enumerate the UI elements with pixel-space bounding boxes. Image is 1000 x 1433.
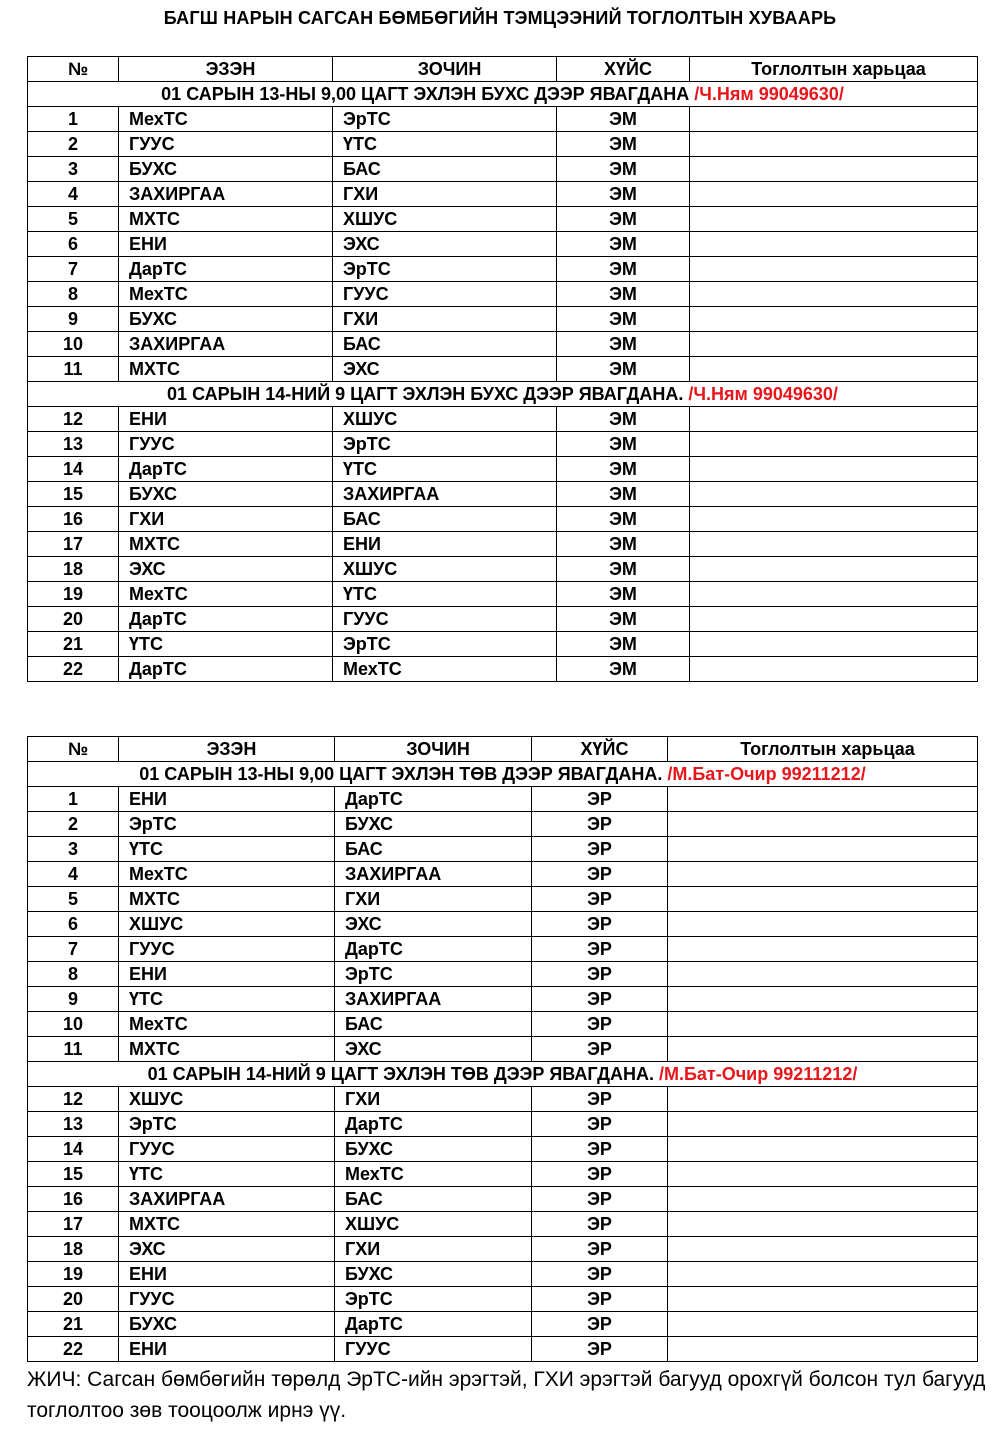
result-cell bbox=[668, 987, 978, 1012]
guest-team-cell: ЭрТС bbox=[333, 432, 557, 457]
game-number-cell: 19 bbox=[28, 582, 119, 607]
page-title: БАГШ НАРЫН САГСАН БӨМБӨГИЙН ТЭМЦЭЭНИЙ ТОГЛОЛТЫН ХУВААРЬ bbox=[163, 8, 837, 28]
gender-cell: ЭМ bbox=[557, 407, 690, 432]
result-cell bbox=[668, 887, 978, 912]
gender-cell: ЭР bbox=[532, 812, 668, 837]
session-info bbox=[28, 1062, 978, 1087]
gender-cell: ЭМ bbox=[557, 232, 690, 257]
result-cell bbox=[690, 507, 978, 532]
gender-cell: ЭР bbox=[532, 1162, 668, 1187]
result-cell bbox=[690, 282, 978, 307]
game-number-cell: 16 bbox=[28, 1187, 119, 1212]
gender-cell: ЭМ bbox=[557, 357, 690, 382]
gender-cell: ЭМ bbox=[557, 257, 690, 282]
guest-team-cell: ГХИ bbox=[333, 307, 557, 332]
result-cell bbox=[668, 1187, 978, 1212]
schedule-table-men bbox=[27, 736, 978, 1362]
guest-team-cell: ХШУС bbox=[333, 407, 557, 432]
home-team-cell: ЕНИ bbox=[119, 1262, 335, 1287]
home-team-cell: ЗАХИРГАА bbox=[119, 332, 333, 357]
gender-cell: ЭР bbox=[532, 1137, 668, 1162]
result-cell bbox=[690, 582, 978, 607]
home-team-cell: ЭХС bbox=[119, 1237, 335, 1262]
col-header-result: Тоглолтын харьцаа bbox=[690, 57, 978, 82]
session-text: 01 САРЫН 13-НЫ 9,00 ЦАГТ ЭХЛЭН ТӨВ ДЭЭР ЯВАГДАНА. bbox=[139, 764, 668, 784]
result-cell bbox=[668, 812, 978, 837]
home-team-cell: МХТС bbox=[119, 1037, 335, 1062]
home-team-cell: ЗАХИРГАА bbox=[119, 1187, 335, 1212]
table-row bbox=[28, 632, 978, 657]
result-cell bbox=[690, 482, 978, 507]
game-number-cell: 5 bbox=[28, 887, 119, 912]
table-row bbox=[28, 837, 978, 862]
guest-team-cell: ҮТС bbox=[333, 582, 557, 607]
gender-cell: ЭР bbox=[532, 837, 668, 862]
gender-cell: ЭР bbox=[532, 1262, 668, 1287]
col-header-gender: ХҮЙС bbox=[532, 737, 668, 762]
result-cell bbox=[668, 962, 978, 987]
result-cell bbox=[668, 862, 978, 887]
session-text: 01 САРЫН 14-НИЙ 9 ЦАГТ ЭХЛЭН БУХС ДЭЭР ЯВАГДАНА. bbox=[167, 384, 689, 404]
home-team-cell: ЭрТС bbox=[119, 1112, 335, 1137]
result-cell bbox=[690, 332, 978, 357]
home-team-cell: МХТС bbox=[119, 887, 335, 912]
home-team-cell: ХШУС bbox=[119, 912, 335, 937]
game-number-cell: 6 bbox=[28, 912, 119, 937]
gender-cell: ЭР bbox=[532, 787, 668, 812]
result-cell bbox=[690, 307, 978, 332]
guest-team-cell: БУХС bbox=[335, 1262, 532, 1287]
guest-team-cell: ЗАХИРГАА bbox=[335, 987, 532, 1012]
game-number-cell: 21 bbox=[28, 1312, 119, 1337]
table-row bbox=[28, 1337, 978, 1362]
guest-team-cell: ХШУС bbox=[333, 557, 557, 582]
home-team-cell: БУХС bbox=[119, 307, 333, 332]
game-number-cell: 4 bbox=[28, 182, 119, 207]
home-team-cell: ЗАХИРГАА bbox=[119, 182, 333, 207]
game-number-cell: 17 bbox=[28, 1212, 119, 1237]
guest-team-cell: ЗАХИРГАА bbox=[335, 862, 532, 887]
guest-team-cell: ХШУС bbox=[335, 1212, 532, 1237]
result-cell bbox=[690, 182, 978, 207]
gender-cell: ЭР bbox=[532, 887, 668, 912]
guest-team-cell: ЭХС bbox=[333, 357, 557, 382]
guest-team-cell: ҮТС bbox=[333, 457, 557, 482]
home-team-cell: ҮТС bbox=[119, 1162, 335, 1187]
col-header-home: ЭЗЭН bbox=[119, 737, 335, 762]
gender-cell: ЭР bbox=[532, 1287, 668, 1312]
home-team-cell: МехТС bbox=[119, 582, 333, 607]
table-row bbox=[28, 657, 978, 682]
game-number-cell: 10 bbox=[28, 1012, 119, 1037]
gender-cell: ЭМ bbox=[557, 207, 690, 232]
gender-cell: ЭР bbox=[532, 1212, 668, 1237]
session-contact: /М.Бат-Очир 99211212/ bbox=[658, 1064, 858, 1084]
result-cell bbox=[690, 257, 978, 282]
result-cell bbox=[668, 1287, 978, 1312]
result-cell bbox=[668, 1337, 978, 1362]
guest-team-cell: МехТС bbox=[333, 657, 557, 682]
table-row bbox=[28, 307, 978, 332]
game-number-cell: 11 bbox=[28, 1037, 119, 1062]
result-cell bbox=[668, 1012, 978, 1037]
home-team-cell: ДарТС bbox=[119, 257, 333, 282]
guest-team-cell: ЭХС bbox=[335, 912, 532, 937]
table-row bbox=[28, 812, 978, 837]
home-team-cell: ЭХС bbox=[119, 557, 333, 582]
table-row bbox=[28, 157, 978, 182]
table-row bbox=[28, 607, 978, 632]
home-team-cell: МехТС bbox=[119, 282, 333, 307]
result-cell bbox=[690, 357, 978, 382]
result-cell bbox=[668, 1037, 978, 1062]
table-row bbox=[28, 987, 978, 1012]
home-team-cell: БУХС bbox=[119, 482, 333, 507]
game-number-cell: 3 bbox=[28, 837, 119, 862]
game-number-cell: 3 bbox=[28, 157, 119, 182]
game-number-cell: 12 bbox=[28, 407, 119, 432]
guest-team-cell: ЭХС bbox=[335, 1037, 532, 1062]
game-number-cell: 5 bbox=[28, 207, 119, 232]
table-row bbox=[28, 1187, 978, 1212]
home-team-cell: ҮТС bbox=[119, 632, 333, 657]
home-team-cell: ҮТС bbox=[119, 837, 335, 862]
session-text: 01 САРЫН 14-НИЙ 9 ЦАГТ ЭХЛЭН ТӨВ ДЭЭР ЯВАГДАНА. bbox=[147, 1064, 659, 1084]
result-cell bbox=[668, 937, 978, 962]
col-header-guest: ЗОЧИН bbox=[333, 57, 557, 82]
game-number-cell: 6 bbox=[28, 232, 119, 257]
table-row bbox=[28, 207, 978, 232]
table-row bbox=[28, 1162, 978, 1187]
gender-cell: ЭР bbox=[532, 1237, 668, 1262]
gender-cell: ЭМ bbox=[557, 182, 690, 207]
guest-team-cell: ДарТС bbox=[335, 1312, 532, 1337]
table-row bbox=[28, 482, 978, 507]
guest-team-cell: ГХИ bbox=[335, 1237, 532, 1262]
guest-team-cell: БАС bbox=[333, 332, 557, 357]
session-contact: /Ч.Ням 99049630/ bbox=[694, 84, 844, 104]
guest-team-cell: БАС bbox=[335, 837, 532, 862]
gender-cell: ЭР bbox=[532, 987, 668, 1012]
game-number-cell: 18 bbox=[28, 557, 119, 582]
session-contact: /Ч.Ням 99049630/ bbox=[688, 384, 838, 404]
session-info bbox=[28, 382, 978, 407]
guest-team-cell: ГХИ bbox=[335, 887, 532, 912]
gender-cell: ЭМ bbox=[557, 157, 690, 182]
result-cell bbox=[690, 657, 978, 682]
home-team-cell: ЕНИ bbox=[119, 962, 335, 987]
session-header-row bbox=[28, 1062, 978, 1087]
result-cell bbox=[690, 557, 978, 582]
table-row bbox=[28, 1012, 978, 1037]
home-team-cell: ГУУС bbox=[119, 1287, 335, 1312]
game-number-cell: 11 bbox=[28, 357, 119, 382]
game-number-cell: 10 bbox=[28, 332, 119, 357]
table-row bbox=[28, 132, 978, 157]
game-number-cell: 21 bbox=[28, 632, 119, 657]
col-header-num: № bbox=[28, 57, 119, 82]
guest-team-cell: ГУУС bbox=[335, 1337, 532, 1362]
guest-team-cell: ДарТС bbox=[335, 937, 532, 962]
home-team-cell: МехТС bbox=[119, 862, 335, 887]
game-number-cell: 22 bbox=[28, 1337, 119, 1362]
result-cell bbox=[690, 157, 978, 182]
home-team-cell: ЕНИ bbox=[119, 1337, 335, 1362]
gender-cell: ЭР bbox=[532, 1112, 668, 1137]
session-contact: /М.Бат-Очир 99211212/ bbox=[667, 764, 866, 784]
game-number-cell: 16 bbox=[28, 507, 119, 532]
guest-team-cell: ГУУС bbox=[333, 282, 557, 307]
col-header-home: ЭЗЭН bbox=[119, 57, 333, 82]
guest-team-cell: ХШУС bbox=[333, 207, 557, 232]
home-team-cell: БУХС bbox=[119, 1312, 335, 1337]
result-cell bbox=[668, 837, 978, 862]
gender-cell: ЭМ bbox=[557, 632, 690, 657]
result-cell bbox=[668, 912, 978, 937]
gender-cell: ЭМ bbox=[557, 332, 690, 357]
gender-cell: ЭМ bbox=[557, 607, 690, 632]
table-row bbox=[28, 1262, 978, 1287]
game-number-cell: 2 bbox=[28, 132, 119, 157]
gender-cell: ЭР bbox=[532, 862, 668, 887]
home-team-cell: МХТС bbox=[119, 357, 333, 382]
result-cell bbox=[668, 1087, 978, 1112]
gender-cell: ЭМ bbox=[557, 582, 690, 607]
gender-cell: ЭМ bbox=[557, 657, 690, 682]
game-number-cell: 14 bbox=[28, 457, 119, 482]
game-number-cell: 13 bbox=[28, 432, 119, 457]
guest-team-cell: ГУУС bbox=[333, 607, 557, 632]
home-team-cell: ГХИ bbox=[119, 507, 333, 532]
guest-team-cell: ЗАХИРГАА bbox=[333, 482, 557, 507]
gender-cell: ЭМ bbox=[557, 482, 690, 507]
home-team-cell: ЕНИ bbox=[119, 232, 333, 257]
gender-cell: ЭМ bbox=[557, 457, 690, 482]
table-row bbox=[28, 1112, 978, 1137]
table-header-row bbox=[28, 57, 978, 82]
guest-team-cell: БУХС bbox=[335, 812, 532, 837]
result-cell bbox=[668, 1312, 978, 1337]
schedule-table-women bbox=[27, 56, 978, 682]
home-team-cell: ГУУС bbox=[119, 132, 333, 157]
table-row bbox=[28, 432, 978, 457]
gender-cell: ЭМ bbox=[557, 432, 690, 457]
result-cell bbox=[668, 1162, 978, 1187]
gender-cell: ЭМ bbox=[557, 282, 690, 307]
home-team-cell: ДарТС bbox=[119, 457, 333, 482]
table-row bbox=[28, 407, 978, 432]
table-row bbox=[28, 257, 978, 282]
gender-cell: ЭР bbox=[532, 1012, 668, 1037]
guest-team-cell: БУХС bbox=[335, 1137, 532, 1162]
table-row bbox=[28, 282, 978, 307]
home-team-cell: МХТС bbox=[119, 1212, 335, 1237]
table-row bbox=[28, 557, 978, 582]
result-cell bbox=[690, 232, 978, 257]
table-row bbox=[28, 1312, 978, 1337]
session-header-row bbox=[28, 762, 978, 787]
result-cell bbox=[668, 1137, 978, 1162]
game-number-cell: 12 bbox=[28, 1087, 119, 1112]
guest-team-cell: БАС bbox=[333, 157, 557, 182]
col-header-gender: ХҮЙС bbox=[557, 57, 690, 82]
table-row bbox=[28, 532, 978, 557]
game-number-cell: 8 bbox=[28, 962, 119, 987]
table-row bbox=[28, 912, 978, 937]
home-team-cell: БУХС bbox=[119, 157, 333, 182]
table-row bbox=[28, 582, 978, 607]
table-row bbox=[28, 182, 978, 207]
result-cell bbox=[690, 457, 978, 482]
table-header-row bbox=[28, 737, 978, 762]
game-number-cell: 7 bbox=[28, 257, 119, 282]
result-cell bbox=[690, 632, 978, 657]
table-row bbox=[28, 1037, 978, 1062]
result-cell bbox=[668, 787, 978, 812]
game-number-cell: 13 bbox=[28, 1112, 119, 1137]
home-team-cell: ХШУС bbox=[119, 1087, 335, 1112]
home-team-cell: ГУУС bbox=[119, 1137, 335, 1162]
table-row bbox=[28, 862, 978, 887]
table-row bbox=[28, 962, 978, 987]
session-info bbox=[28, 82, 978, 107]
gender-cell: ЭР bbox=[532, 912, 668, 937]
result-cell bbox=[690, 407, 978, 432]
guest-team-cell: ЭрТС bbox=[333, 107, 557, 132]
result-cell bbox=[690, 207, 978, 232]
game-number-cell: 9 bbox=[28, 987, 119, 1012]
result-cell bbox=[690, 107, 978, 132]
result-cell bbox=[690, 532, 978, 557]
result-cell bbox=[668, 1212, 978, 1237]
guest-team-cell: ДарТС bbox=[335, 787, 532, 812]
game-number-cell: 15 bbox=[28, 482, 119, 507]
home-team-cell: ДарТС bbox=[119, 607, 333, 632]
game-number-cell: 22 bbox=[28, 657, 119, 682]
table-row bbox=[28, 887, 978, 912]
col-header-result: Тоглолтын харьцаа bbox=[668, 737, 978, 762]
gender-cell: ЭР bbox=[532, 1087, 668, 1112]
game-number-cell: 1 bbox=[28, 107, 119, 132]
guest-team-cell: МехТС bbox=[335, 1162, 532, 1187]
game-number-cell: 17 bbox=[28, 532, 119, 557]
game-number-cell: 19 bbox=[28, 1262, 119, 1287]
table-row bbox=[28, 1137, 978, 1162]
footnote: ЖИЧ: Сагсан бөмбөгийн төрөлд ЭрТС-ийн эрэгтэй, ГХИ эрэгтэй багууд орохгүй болсон тул багууд тоглолтоо зөв тооцоолж ирнэ үү. bbox=[27, 1368, 986, 1422]
game-number-cell: 14 bbox=[28, 1137, 119, 1162]
guest-team-cell: ЭХС bbox=[333, 232, 557, 257]
home-team-cell: ЕНИ bbox=[119, 787, 335, 812]
session-text: 01 САРЫН 13-НЫ 9,00 ЦАГТ ЭХЛЭН БУХС ДЭЭР ЯВАГДАНА bbox=[161, 84, 695, 104]
game-number-cell: 2 bbox=[28, 812, 119, 837]
game-number-cell: 9 bbox=[28, 307, 119, 332]
guest-team-cell: ЭрТС bbox=[333, 632, 557, 657]
table-row bbox=[28, 357, 978, 382]
gender-cell: ЭМ bbox=[557, 507, 690, 532]
table-row bbox=[28, 1237, 978, 1262]
guest-team-cell: ҮТС bbox=[333, 132, 557, 157]
gender-cell: ЭМ bbox=[557, 132, 690, 157]
col-header-num: № bbox=[28, 737, 119, 762]
table-row bbox=[28, 787, 978, 812]
table-row bbox=[28, 1287, 978, 1312]
gender-cell: ЭР bbox=[532, 962, 668, 987]
gender-cell: ЭМ bbox=[557, 107, 690, 132]
game-number-cell: 4 bbox=[28, 862, 119, 887]
gender-cell: ЭР bbox=[532, 1037, 668, 1062]
game-number-cell: 18 bbox=[28, 1237, 119, 1262]
game-number-cell: 1 bbox=[28, 787, 119, 812]
home-team-cell: МХТС bbox=[119, 207, 333, 232]
col-header-guest: ЗОЧИН bbox=[335, 737, 532, 762]
home-team-cell: МехТС bbox=[119, 1012, 335, 1037]
session-header-row bbox=[28, 82, 978, 107]
home-team-cell: ГУУС bbox=[119, 432, 333, 457]
table-row bbox=[28, 107, 978, 132]
result-cell bbox=[668, 1237, 978, 1262]
game-number-cell: 7 bbox=[28, 937, 119, 962]
result-cell bbox=[668, 1262, 978, 1287]
guest-team-cell: БАС bbox=[333, 507, 557, 532]
home-team-cell: ЭрТС bbox=[119, 812, 335, 837]
result-cell bbox=[690, 607, 978, 632]
gender-cell: ЭМ bbox=[557, 307, 690, 332]
gender-cell: ЭМ bbox=[557, 557, 690, 582]
home-team-cell: ЕНИ bbox=[119, 407, 333, 432]
guest-team-cell: ДарТС bbox=[335, 1112, 532, 1137]
guest-team-cell: ГХИ bbox=[335, 1087, 532, 1112]
gender-cell: ЭР bbox=[532, 1312, 668, 1337]
table-row bbox=[28, 1212, 978, 1237]
gender-cell: ЭР bbox=[532, 1337, 668, 1362]
session-info bbox=[28, 762, 978, 787]
session-header-row bbox=[28, 382, 978, 407]
guest-team-cell: ЭрТС bbox=[335, 962, 532, 987]
guest-team-cell: ЭрТС bbox=[335, 1287, 532, 1312]
result-cell bbox=[668, 1112, 978, 1137]
game-number-cell: 20 bbox=[28, 607, 119, 632]
result-cell bbox=[690, 132, 978, 157]
game-number-cell: 8 bbox=[28, 282, 119, 307]
game-number-cell: 20 bbox=[28, 1287, 119, 1312]
guest-team-cell: ЭрТС bbox=[333, 257, 557, 282]
guest-team-cell: ГХИ bbox=[333, 182, 557, 207]
home-team-cell: ДарТС bbox=[119, 657, 333, 682]
home-team-cell: ГУУС bbox=[119, 937, 335, 962]
guest-team-cell: БАС bbox=[335, 1187, 532, 1212]
home-team-cell: МХТС bbox=[119, 532, 333, 557]
result-cell bbox=[690, 432, 978, 457]
gender-cell: ЭР bbox=[532, 937, 668, 962]
table-row bbox=[28, 457, 978, 482]
table-row bbox=[28, 937, 978, 962]
table-row bbox=[28, 232, 978, 257]
home-team-cell: МехТС bbox=[119, 107, 333, 132]
guest-team-cell: БАС bbox=[335, 1012, 532, 1037]
game-number-cell: 15 bbox=[28, 1162, 119, 1187]
gender-cell: ЭР bbox=[532, 1187, 668, 1212]
guest-team-cell: ЕНИ bbox=[333, 532, 557, 557]
table-row bbox=[28, 332, 978, 357]
home-team-cell: ҮТС bbox=[119, 987, 335, 1012]
table-row bbox=[28, 507, 978, 532]
table-row bbox=[28, 1087, 978, 1112]
gender-cell: ЭМ bbox=[557, 532, 690, 557]
